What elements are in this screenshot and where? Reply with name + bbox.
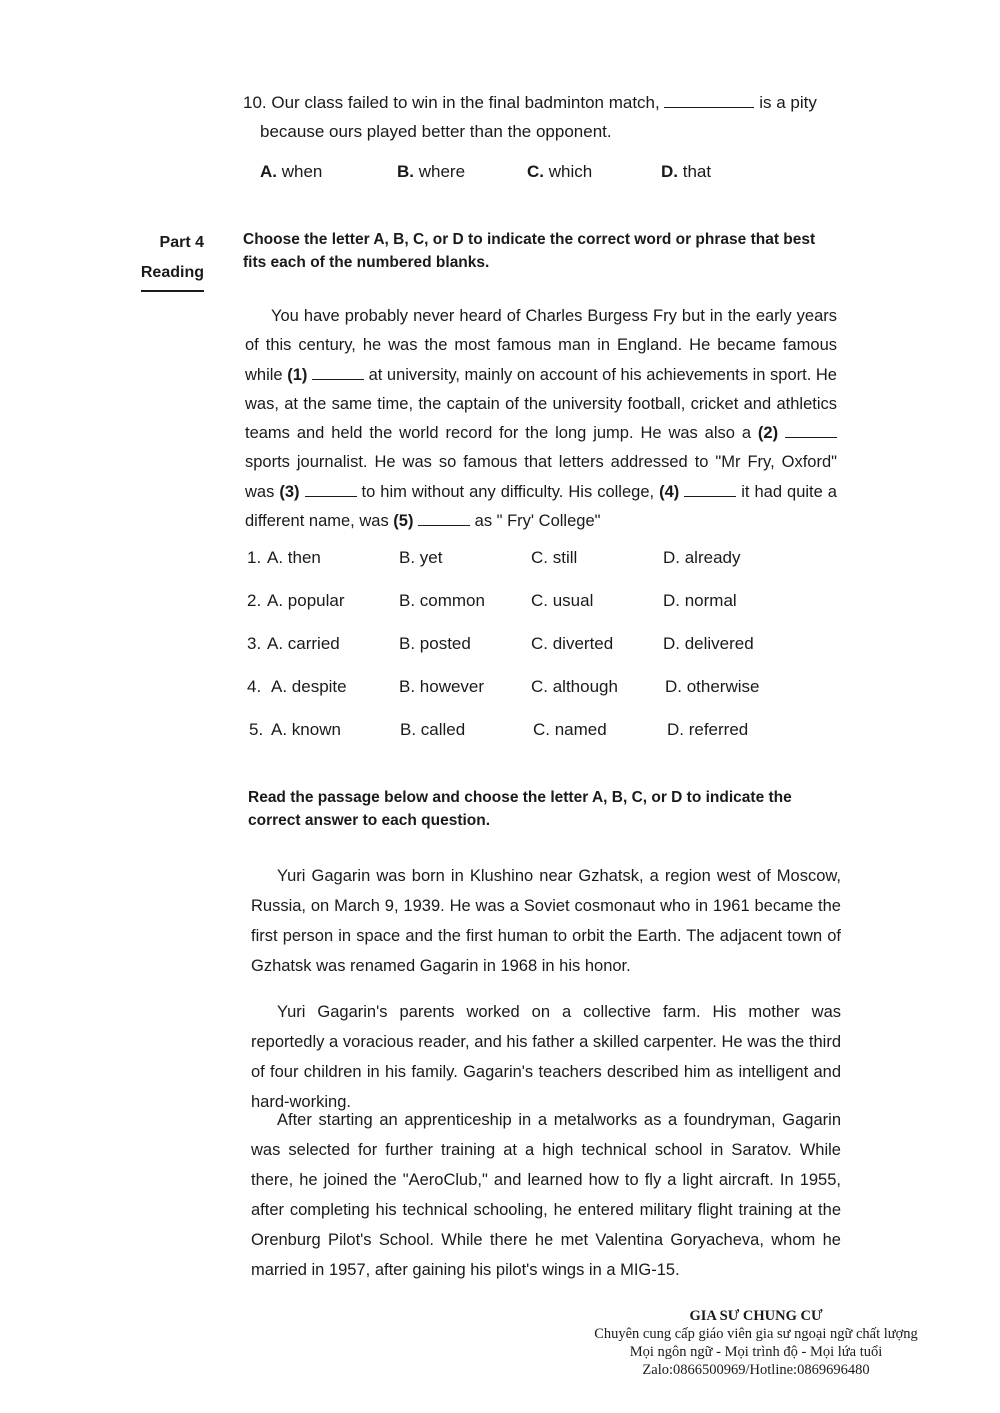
- option-c[interactable]: C. still: [531, 548, 578, 567]
- option-a[interactable]: A. carried: [267, 634, 340, 653]
- part4-instruction: Choose the letter A, B, C, or D to indicate the correct word or phrase that best fits each of the numbered blanks.: [243, 231, 816, 271]
- option-d[interactable]: D. already: [663, 548, 741, 567]
- question-10-text: 10. Our class failed to win in the final badminton match,: [243, 93, 660, 112]
- option-c[interactable]: C. usual: [531, 591, 594, 610]
- footer-line1: Chuyên cung cấp giáo viên gia sư ngoại ngữ chất lượng: [594, 1326, 918, 1342]
- passage-fry-paragraph: You have probably never heard of Charles Burgess Fry but in the early years of this century, he was the most famous man in England. He became famous while (1) at university, mainly on account of his achievements in sport. He was, at the same time, the captain of the university football, cricket and athletics teams and held the world record for the long jump. He was also a (2) sports journalist. He was so famous that letters addressed to "Mr Fry, Oxford" was (3) to him without any difficulty. His college, (4) it had quite a different name, was (5) as " Fry' College": [245, 307, 837, 531]
- blank-4[interactable]: [684, 484, 736, 497]
- option-a[interactable]: A. popular: [267, 591, 345, 610]
- footer-contact: Zalo:0866500969/Hotline:0869696480: [642, 1362, 870, 1378]
- option-d[interactable]: D. referred: [667, 720, 749, 739]
- part-label: [128, 228, 204, 292]
- option-b[interactable]: B. where: [397, 162, 466, 181]
- blank-3[interactable]: [305, 484, 357, 497]
- answer-row-1: [247, 548, 847, 576]
- passage-gagarin-2: [251, 997, 841, 1117]
- option-c[interactable]: C. although: [531, 677, 618, 696]
- answer-row-2: [247, 591, 847, 619]
- option-b[interactable]: B. called: [400, 720, 466, 739]
- question-10-text-end: is a pity: [759, 93, 817, 112]
- option-c[interactable]: C. diverted: [531, 634, 614, 653]
- answer-number: 5.: [249, 720, 264, 739]
- option-c[interactable]: C. which: [527, 162, 593, 181]
- option-a[interactable]: A. despite: [271, 677, 347, 696]
- question-10: [243, 88, 843, 146]
- answer-number: 4.: [247, 677, 262, 696]
- option-b[interactable]: B. posted: [399, 634, 471, 653]
- question-10-line2: because ours played better than the opponent.: [260, 122, 612, 141]
- answer-number: 3.: [247, 634, 262, 653]
- footer: [546, 1307, 966, 1379]
- option-d[interactable]: D. that: [661, 162, 712, 181]
- option-b[interactable]: B. yet: [399, 548, 443, 567]
- answer-blank[interactable]: [664, 95, 754, 108]
- passage-gagarin-1: [251, 861, 841, 981]
- blank-2[interactable]: [785, 425, 837, 438]
- answer-number: 1.: [247, 548, 262, 567]
- answer-row-3: [247, 634, 847, 662]
- option-c[interactable]: C. named: [533, 720, 607, 739]
- passage2-instruction: Read the passage below and choose the letter A, B, C, or D to indicate the correct answer to each question.: [248, 789, 792, 829]
- answer-row-4: [247, 677, 847, 705]
- footer-line2: Mọi ngôn ngữ - Mọi trình độ - Mọi lứa tuổi: [629, 1344, 883, 1360]
- footer-brand: GIA SƯ CHUNG CƯ: [689, 1308, 823, 1324]
- option-d[interactable]: D. delivered: [663, 634, 754, 653]
- answer-number: 2.: [247, 591, 262, 610]
- option-b[interactable]: B. common: [399, 591, 485, 610]
- option-b[interactable]: B. however: [399, 677, 485, 696]
- question-10-line1: [243, 88, 843, 117]
- question-10-options: [260, 162, 760, 186]
- option-d[interactable]: D. otherwise: [665, 677, 760, 696]
- passage-gagarin-3: [251, 1105, 841, 1285]
- option-d[interactable]: D. normal: [663, 591, 737, 610]
- passage-paragraph: Yuri Gagarin's parents worked on a collective farm. His mother was reportedly a voracious reader, and his father a skilled carpenter. He was the third of four children in his family. Gagarin's teachers described him as intelligent and hard-working.: [251, 1003, 841, 1111]
- answer-row-5: [247, 720, 847, 748]
- passage-paragraph: Yuri Gagarin was born in Klushino near Gzhatsk, a region west of Moscow, Russia, on March 9, 1939. He was a Soviet cosmonaut who in 1961 became the first person in space and the first human to orbit the Earth. The adjacent town of Gzhatsk was renamed Gagarin in 1968 in his honor.: [251, 867, 841, 975]
- section-title: Reading: [141, 258, 204, 292]
- passage-paragraph: After starting an apprenticeship in a metalworks as a foundryman, Gagarin was selected for further training at a high technical school in Saratov. While there, he joined the "AeroClub," and learned how to fly a light aircraft. In 1955, after completing his technical schooling, he entered military flight training at the Orenburg Pilot's School. While there he met Valentina Goryacheva, whom he married in 1957, after gaining his pilot's wings in a MIG-15.: [251, 1111, 841, 1279]
- part-number: Part 4: [159, 234, 204, 251]
- blank-5[interactable]: [418, 513, 470, 526]
- blank-1[interactable]: [312, 367, 364, 380]
- option-a[interactable]: A. then: [267, 548, 321, 567]
- passage-fry: [245, 302, 837, 536]
- option-a[interactable]: A. when: [260, 162, 323, 181]
- option-a[interactable]: A. known: [271, 720, 341, 739]
